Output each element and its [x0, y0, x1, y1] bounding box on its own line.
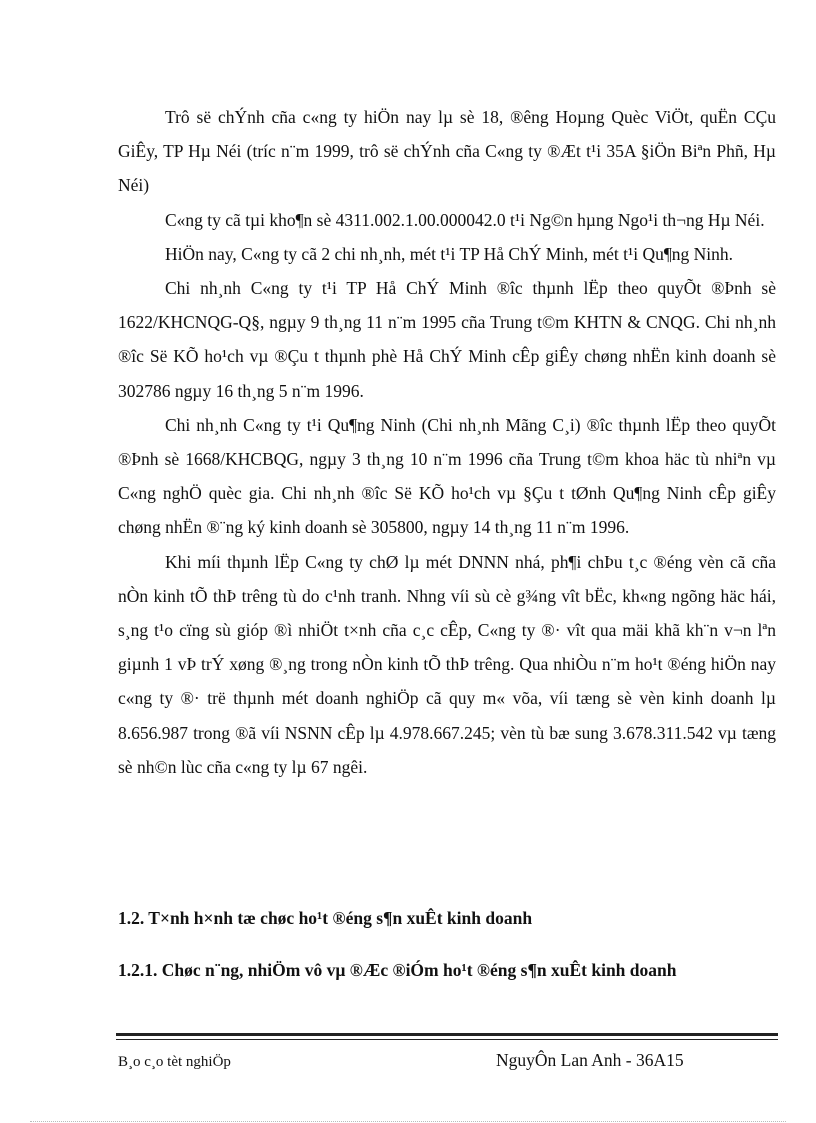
paragraph-hcm-branch: Chi nh¸nh C«ng ty t¹i TP Hå ChÝ Minh ®îc thµnh lËp theo quyÕt ®Þnh sè 1622/KHCNQG-Q§, ngµy 9 th¸ng 11 n¨m 1995 cña Trung t©m KHTN & CNQG. Chi nh¸nh ®îc Së KÕ ho¹ch vµ ®Çu t thµnh phè Hå ChÝ Minh cÊp giÊy chøng nhËn kinh doanh sè 302786 ngµy 16 th¸ng 5 n¨m 1996.: [118, 278, 776, 401]
paragraph-branches: HiÖn nay, C«ng ty cã 2 chi nh¸nh, mét t¹i TP Hå ChÝ Minh, mét t¹i Qu¶ng Ninh.: [165, 243, 734, 264]
body-text: [118, 100, 776, 784]
paragraph-head-office: Trô së chÝnh cña c«ng ty hiÖn nay lµ sè 18, ®êng Hoµng Quèc ViÖt, quËn CÇu GiÊy, TP Hµ Néi (tríc n¨m 1999, trô së chÝnh cña C«ng ty ®Æt t¹i 35A §iÖn Biªn Phñ, Hµ Néi): [118, 107, 776, 196]
footer-author: NguyÔn Lan Anh - 36A15: [496, 1050, 684, 1070]
paragraph-bank-account: C«ng ty cã tµi kho¶n sè 4311.002.1.00.000042.0 t¹i Ng©n hµng Ngo¹i th¬ng Hµ Néi.: [165, 209, 765, 230]
subsection-heading: 1.2.1. Chøc n¨ng, nhiÖm vô vµ ®Æc ®iÓm ho¹t ®éng s¶n xuÊt kinh doanh: [118, 960, 677, 980]
footer-rule-thick: [116, 1033, 778, 1036]
paragraph-quang-ninh-branch: Chi nh¸nh C«ng ty t¹i Qu¶ng Ninh (Chi nh¸nh Mãng C¸i) ®îc thµnh lËp theo quyÕt ®Þnh sè 1668/KHCBQG, ngµy 3 th¸ng 10 n¨m 1996 cña Trung t©m khoa häc tù nhiªn vµ C«ng nghÖ quèc gia. Chi nh¸nh ®îc Së KÕ ho¹ch vµ §Çu t tØnh Qu¶ng Ninh cÊp giÊy chøng nhËn ®¨ng ký kinh doanh sè 305800, ngµy 14 th¸ng 11 n¨m 1996.: [118, 414, 776, 538]
section-heading: 1.2. T×nh h×nh tæ chøc ho¹t ®éng s¶n xuÊt kinh doanh: [118, 908, 533, 928]
footer-report-title: B¸o c¸o tèt nghiÖp: [118, 1054, 231, 1070]
page-edge-divider: [30, 1121, 786, 1122]
paragraph-company-history: Khi míi thµnh lËp C«ng ty chØ lµ mét DNNN nhá, ph¶i chÞu t¸c ®éng vèn cã cña nÒn kinh tÕ thÞ trêng tù do c¹nh tranh. Nhng víi sù cè g¾ng vît bËc, kh«ng ngõng häc hái, s¸ng t¹o cïng sù gióp ®ì nhiÖt t×nh cña c¸c cÊp, C«ng ty ®· vît qua mäi khã kh¨n v¬n lªn giµnh 1 vÞ trÝ xøng ®¸ng trong nÒn kinh tÕ thÞ trêng. Qua nhiÒu n¨m ho¹t ®éng hiÖn nay c«ng ty ®· trë thµnh mét doanh nghiÖp cã quy m« võa, víi tæng sè vèn kinh doanh lµ 8.656.987 trong ®ã víi NSNN cÊp lµ 4.978.667.245; vèn tù bæ sung 3.678.311.542 vµ tæng sè nh©n lùc cña c«ng ty lµ 67 ngêi.: [118, 551, 776, 777]
footer-rule-thin: [116, 1039, 778, 1040]
